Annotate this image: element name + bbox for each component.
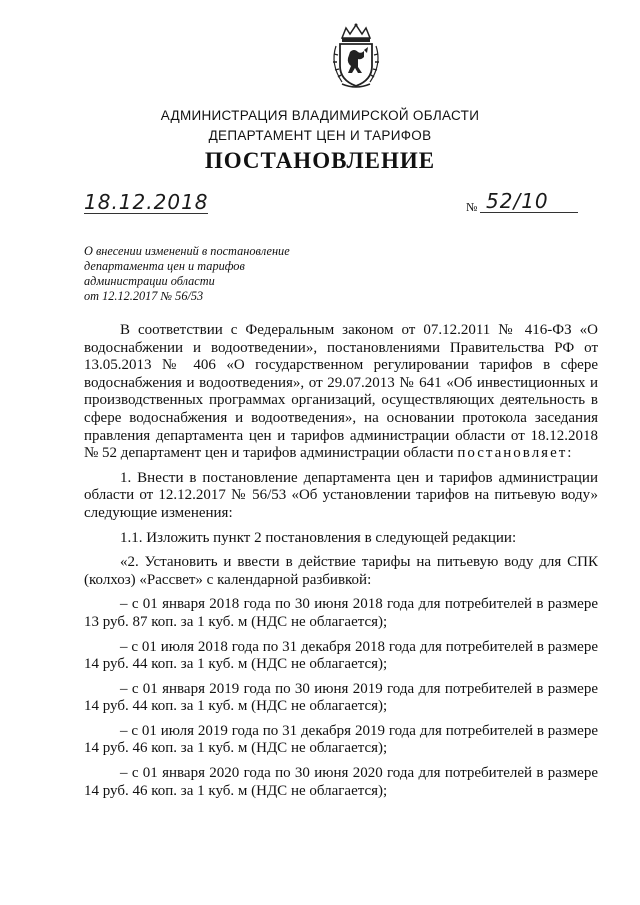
tariff-item: – с 01 июля 2019 года по 31 декабря 2019 года для потребителей в размере 14 руб. 46 коп. за 1 куб. м (НДС не облагается);	[84, 722, 598, 757]
document-body	[84, 322, 598, 807]
subject-line: О внесении изменений в постановление	[84, 244, 290, 258]
number-underline	[480, 212, 578, 213]
subject-line: департамента цен и тарифов	[84, 259, 245, 273]
preamble-text: В соответствии с Федеральным законом от 07.12.2011 № 416-ФЗ «О водоснабжении и водоотведении», постановлениями Правительства РФ от 13.05.2013 № 406 «О государственном регулировании тарифов в сфере водоснабжения и водоотведения», от 29.07.2013 № 641 «Об инвестиционных и производственных программах организаций, осуществляющих деятельность в сфере водоснабжения и водоотведения», на основании протокола заседания правления департамента цен и тарифов администрации области от 18.12.2018 № 52 департамент цен и тарифов администрации области	[84, 322, 598, 462]
document-date: 18.12.2018	[84, 190, 209, 214]
tariff-item: – с 01 января 2020 года по 30 июня 2020 года для потребителей в размере 14 руб. 46 коп. за 1 куб. м (НДС не облагается);	[84, 765, 598, 799]
organization-name: АДМИНИСТРАЦИЯ ВЛАДИМИРСКОЙ ОБЛАСТИ	[160, 108, 480, 123]
clause-1-1: 1.1. Изложить пункт 2 постановления в следующей редакции:	[120, 529, 517, 546]
tariff-item: – с 01 июля 2018 года по 31 декабря 2018 года для потребителей в размере 14 руб. 44 коп. за 1 куб. м (НДС не облагается);	[84, 638, 598, 673]
coat-of-arms-icon	[328, 22, 384, 90]
date-underline	[84, 213, 208, 214]
document-number: 52/10	[486, 189, 549, 213]
tariff-item: – с 01 января 2018 года по 30 июня 2018 года для потребителей в размере 13 руб. 87 коп. за 1 куб. м (НДС не облагается);	[84, 596, 598, 630]
department-name: ДЕПАРТАМЕНТ ЦЕН И ТАРИФОВ	[208, 128, 432, 143]
clause-1: 1. Внести в постановление департамента цен и тарифов администрации области от 12.12.2017 № 56/53 «Об установлении тарифов на питьевую воду» следующие изменения:	[84, 469, 598, 521]
clause-2: «2. Установить и ввести в действие тарифы на питьевую воду для СПК (колхоз) «Рассвет» с календарной разбивкой:	[84, 554, 598, 588]
tariff-item: – с 01 января 2019 года по 30 июня 2019 года для потребителей в размере 14 руб. 44 коп. за 1 куб. м (НДС не облагается);	[84, 680, 598, 715]
subject-line: от 12.12.2017 № 56/53	[84, 289, 204, 303]
number-label: №	[466, 200, 478, 214]
document-subject	[84, 244, 344, 304]
document-type-title: ПОСТАНОВЛЕНИЕ	[204, 148, 436, 173]
preamble-paragraph	[84, 322, 598, 463]
preamble-verb: постановляет:	[457, 445, 574, 462]
subject-line: администрации области	[84, 274, 215, 288]
